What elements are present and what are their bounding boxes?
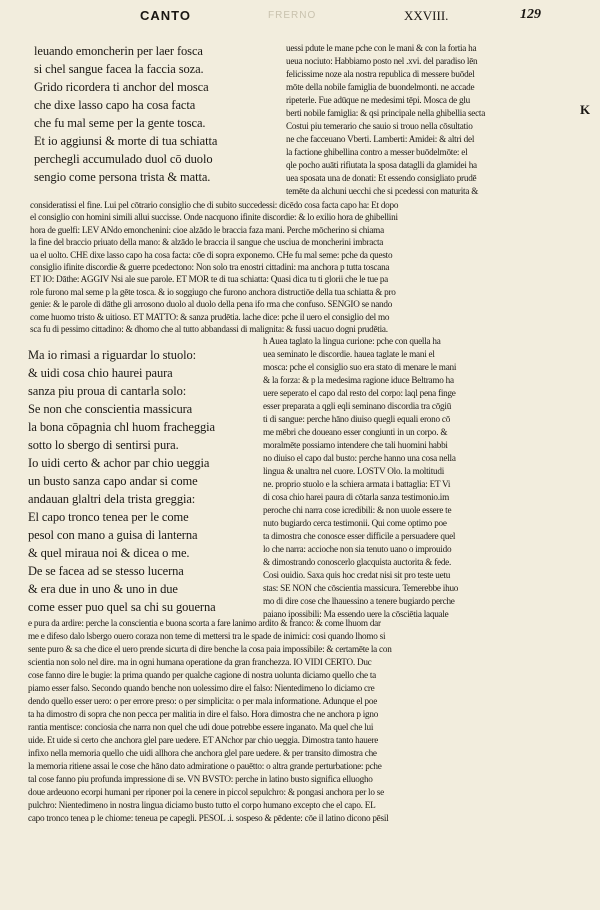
verse-line: Io uidi certo & achor par chio ueggia xyxy=(28,456,210,470)
verse-line: Ma io rimasi a riguardar lo stuolo: xyxy=(28,348,196,362)
commentary-line: consiglio ifinite discordie & guerre pcedectono: Non solo tra enostri cittadini: ma anchora p tutta toscana xyxy=(30,261,390,272)
verse-line: & era due in uno & uno in due xyxy=(28,582,178,596)
commentary-line: role furono mal seme p la gēte tosca. & io soggiugo che furono anchora distructiōe della tua schiatta & pro xyxy=(30,286,396,297)
verse-line: Et io aggiunsi & morte di tua schiatta xyxy=(34,134,218,148)
commentary-line: qle pocho auāti rifiutata la sposa dataglli da glamidei ha xyxy=(286,160,477,170)
commentary-line: stas: SE NON che cōscientia massicura. Temerebbe ihuo xyxy=(263,583,459,593)
verse-line: & uidi cosa chio haurei paura xyxy=(28,366,173,380)
verse-line: si chel sangue facea la faccia soza. xyxy=(34,62,204,76)
commentary-line: ti di sangue: perche hāno diuiso quegli equali erono cō xyxy=(263,414,451,424)
commentary-full-width-2 xyxy=(28,617,556,825)
commentary-line: Costui piu temerario che sauio si trouo nella cōsultatio xyxy=(286,121,473,131)
verse-line: Grido ricordera ti anchor del mosca xyxy=(34,80,209,94)
commentary-line: di cosa chio harei paura di cōtarla sanza testimonio.im xyxy=(263,492,450,502)
commentary-line: lo che narra: accioche non sia tenuto uano o improuido xyxy=(263,544,452,554)
commentary-line: temēte da alchuni uecchi che si pcedessi con maturita & xyxy=(286,186,479,196)
folio-number: 129 xyxy=(520,7,541,22)
commentary-line: me e difeso dalo lsbergo ouero coraza non teme di mettersi tra le spade de inimici: cosi quando lhomo si xyxy=(28,631,386,641)
commentary-line: scientia non solo nel dire. ma in ogni humana operatione da gran franchezza. IO VIDI CERTO. Duc xyxy=(28,657,372,667)
commentary-line: uea seminato le discordie. hauea taglate le mani el xyxy=(263,349,435,359)
verse-line: leuando emoncherin per laer fosca xyxy=(34,44,203,58)
commentary-line: ta dimostra che conosce esser difficile a persuadere quel xyxy=(263,531,456,541)
commentary-line: felicissime noze ala nostra republica di messere buōdel xyxy=(286,69,475,79)
watermark: FRERNO xyxy=(268,10,317,21)
commentary-line: uide. Et uide si certo che anchora glel pare uedere. ET ANchor par chio ueggia. Dimostra tanto hauere xyxy=(28,735,379,745)
verse-line: perchegli accumulado duol cō duolo xyxy=(34,152,213,166)
commentary-line: ET IO: Dāthe: AGGIV Nsi ale sue parole. ET MOR te di tua schiatta: Quasi dica tu ti glorii che le tue pa xyxy=(30,274,388,285)
commentary-line: infixo nella memoria quello che uidi allhora che anchora glel pare uedere. & per transito dimostra che xyxy=(28,748,377,758)
verse-line: pesol con mano a guisa di lanterna xyxy=(28,528,198,542)
commentary-line: mo di dire cose che lhauessino a tenere bugiardo perche xyxy=(263,596,455,606)
verse-line: la bona cōpagnia chl huom fracheggia xyxy=(28,420,215,434)
commentary-line: ua el uolto. CHE dixe lasso capo ha cosa facta: cōe di sopra exponemo. CHe fu mal seme: pche da questo xyxy=(30,249,393,260)
verse-line: che dixe lasso capo ha cosa facta xyxy=(34,98,196,112)
commentary-line: consideratissi el fine. Lui pel cōtrario consiglio che di subito succedessi: dicēdo cosa facta capo ha: Et dopo xyxy=(30,200,399,210)
commentary-line: cose fanno dire le bugie: la prima quando per qualche cagione di nostra uolunta diciamo quello che ta xyxy=(28,670,376,680)
commentary-line: piamo esser falso. Secondo quando benche non uolessimo dire el falso: Nientedimeno lo diciamo cre xyxy=(28,683,375,693)
commentary-line: sente puro & sa che dice el uero prende sicurta di dire benche la cosa paia impossibile: & certamēte la con xyxy=(28,644,392,654)
margin-letter: K xyxy=(580,102,591,117)
commentary-line: uea sposata una de donati: Et essendo consigliato prudē xyxy=(286,173,477,183)
commentary-line: ta ha dimostro di sopra che non pecca per malitia in dire el falso. Hora dimostra che ne anchora p igno xyxy=(28,709,379,719)
commentary-line: ne. proprio stuolo e la schiera armata i battaglia: ET Vi xyxy=(263,479,451,489)
commentary-line: dendo quello esser uero: o per errore preso: o per simplicita: o per mala informatione. Adunque el poe xyxy=(28,696,378,706)
commentary-line: uessi pdute le mane pche con le mani & con la fortia ha xyxy=(286,43,477,53)
commentary-line: ripeterle. Fue adūque ne medesimi tēpi. Mosca de glu xyxy=(286,95,470,105)
commentary-line: la fine del braccio priuato della mano: & alzādo le braccia il sangue che usciua de moncherini imbracta xyxy=(30,237,384,248)
commentary-mid-heading xyxy=(263,335,549,348)
commentary-line: hora de guelfi: LEV ANdo emonchenini: cioe alzādo le braccia faza mani. Perche mōcherino si chiama xyxy=(30,224,384,235)
commentary-line: h Auea taglato la lingua curione: pche con quella ha xyxy=(263,336,441,346)
commentary-line: & dimostrando conoscerlo glacquista auctorita & fede. xyxy=(263,557,452,567)
verse-line: El capo tronco tenea per le come xyxy=(28,510,189,524)
commentary-line: paiano ipossibili: Ma essendo uere la cōsciētia laquale xyxy=(263,609,449,619)
running-header xyxy=(0,8,600,32)
commentary-line: & la forza: & p la medesima ragione iduce Beltramo ha xyxy=(263,375,454,385)
verse-line: & quel miraua noi & dicea o me. xyxy=(28,546,190,560)
commentary-line: la factione ghibellina contro a messer buōdelmōte: el xyxy=(286,147,468,157)
commentary-line: el consiglio con homini simili allui succisse. Onde nacquono ifinite discordie: & lo exilio hora de ghibellini xyxy=(30,212,398,223)
commentary-line: sca fu di pessimo cittadino: & dhomo che al tutto abbandassi di malignita: & fussi uacuo dogni prudētia. xyxy=(30,323,388,334)
commentary-line: no diuiso el capo dal busto: perche hanno una cosa nella xyxy=(263,453,456,463)
commentary-line: come huomo tristo & uitioso. ET MATTO: & sanza prudētia. lache dice: pche il uero el consiglio del mo xyxy=(30,311,390,322)
running-title: CANTO xyxy=(140,8,191,23)
commentary-line: lingua & unaltra nel cuore. LOSTV Olo. la moltitudi xyxy=(263,466,445,476)
commentary-line: berti nobile famiglia: & qsi principale nella ghibellia secta xyxy=(286,108,486,118)
verse-block-middle xyxy=(28,346,263,616)
verse-line: sanza piu proua di cantarla solo: xyxy=(28,384,187,398)
commentary-line: Cosi ouidio. Saxa quis hoc credat nisi sit pro teste uetu xyxy=(263,570,451,580)
commentary-line: la memoria ritiene assai le cose che hāno dato admiratione o pauētto: o altra grande perturbatione: pche xyxy=(28,761,382,771)
verse-line: Se non che conscientia massicura xyxy=(28,402,193,416)
commentary-middle xyxy=(263,348,551,621)
verse-line: che fu mal seme per la gente tosca. xyxy=(34,116,206,130)
verse-line: sengio come persona trista & matta. xyxy=(34,170,211,184)
commentary-line: tal cose fanno piu profunda impressione di se. VN BVSTO: perche in latino busto significa elluogho xyxy=(28,774,373,784)
commentary-line: ne che facceuano Vberti. Lamberti: Amidei: & altri del xyxy=(286,134,475,144)
commentary-line: peroche chi narra cose icredibili: & non uuole essere te xyxy=(263,505,452,515)
commentary-line: ueua nociuto: Habbiamo posto nel .xvi. del paradiso lēn xyxy=(286,56,478,66)
commentary-line: nuto bugiardo cerca testimonii. Qui come optimo poe xyxy=(263,518,447,528)
verse-block-top xyxy=(34,42,279,186)
commentary-full-width-1 xyxy=(30,199,555,335)
commentary-line: mosca: pche el consiglio suo era stato di menare le mani xyxy=(263,362,457,372)
commentary-line: e pura da ardire: perche la conscientia e buona scorta a fare lanimo ardito & franco: & come lhuom dar xyxy=(28,618,381,628)
verse-line: un busto sanza capo andar si come xyxy=(28,474,198,488)
commentary-line: me mēbri che doueano esser congiunti in un corpo. & xyxy=(263,427,448,437)
commentary-line: esser preparata a qgli eqli seminano discordia tra cōgiū xyxy=(263,401,452,411)
commentary-line: mōte della nobile famiglia de buondelmonti. ne accade xyxy=(286,82,475,92)
commentary-line: rantia mentisce: conciosia che narra non quel che udi doue potrebbe essere inganato. Ma quel che lui xyxy=(28,722,374,732)
commentary-top xyxy=(286,42,578,198)
commentary-line: pulchro: Nientedimeno in nostra lingua diciamo busto tutto el corpo humano excepto che el capo. EL xyxy=(28,800,376,810)
verse-line: come esser puo quel sa chi su gouerna xyxy=(28,600,216,614)
verse-line: sotto lo sbergo di sentirsi pura. xyxy=(28,438,179,452)
commentary-line: uere seperato el capo dal resto del corpo: laql pena finge xyxy=(263,388,456,398)
commentary-line: moralmēte possiamo intendere che tali huomini habbi xyxy=(263,440,448,450)
commentary-line: doue ardeuono ecorpi humani per riponer poi la cenere in piccol sepulchro: & pongasi anchora per lo se xyxy=(28,787,384,797)
canto-number: XXVIII. xyxy=(404,8,449,23)
commentary-line: genie: & le parole di dāthe gli arrosono duolo al duolo della pena ifo rma che confuso. SENGIO se nando xyxy=(30,299,393,310)
verse-line: De se facea ad se stesso lucerna xyxy=(28,564,184,578)
verse-line: andauan glaltri dela trista greggia: xyxy=(28,492,196,506)
commentary-line: capo tronco tenea p le chiome: teneua pe capegli. PESOL .i. sospeso & pēdente: cōe il latino dicono pēsil xyxy=(28,813,389,823)
